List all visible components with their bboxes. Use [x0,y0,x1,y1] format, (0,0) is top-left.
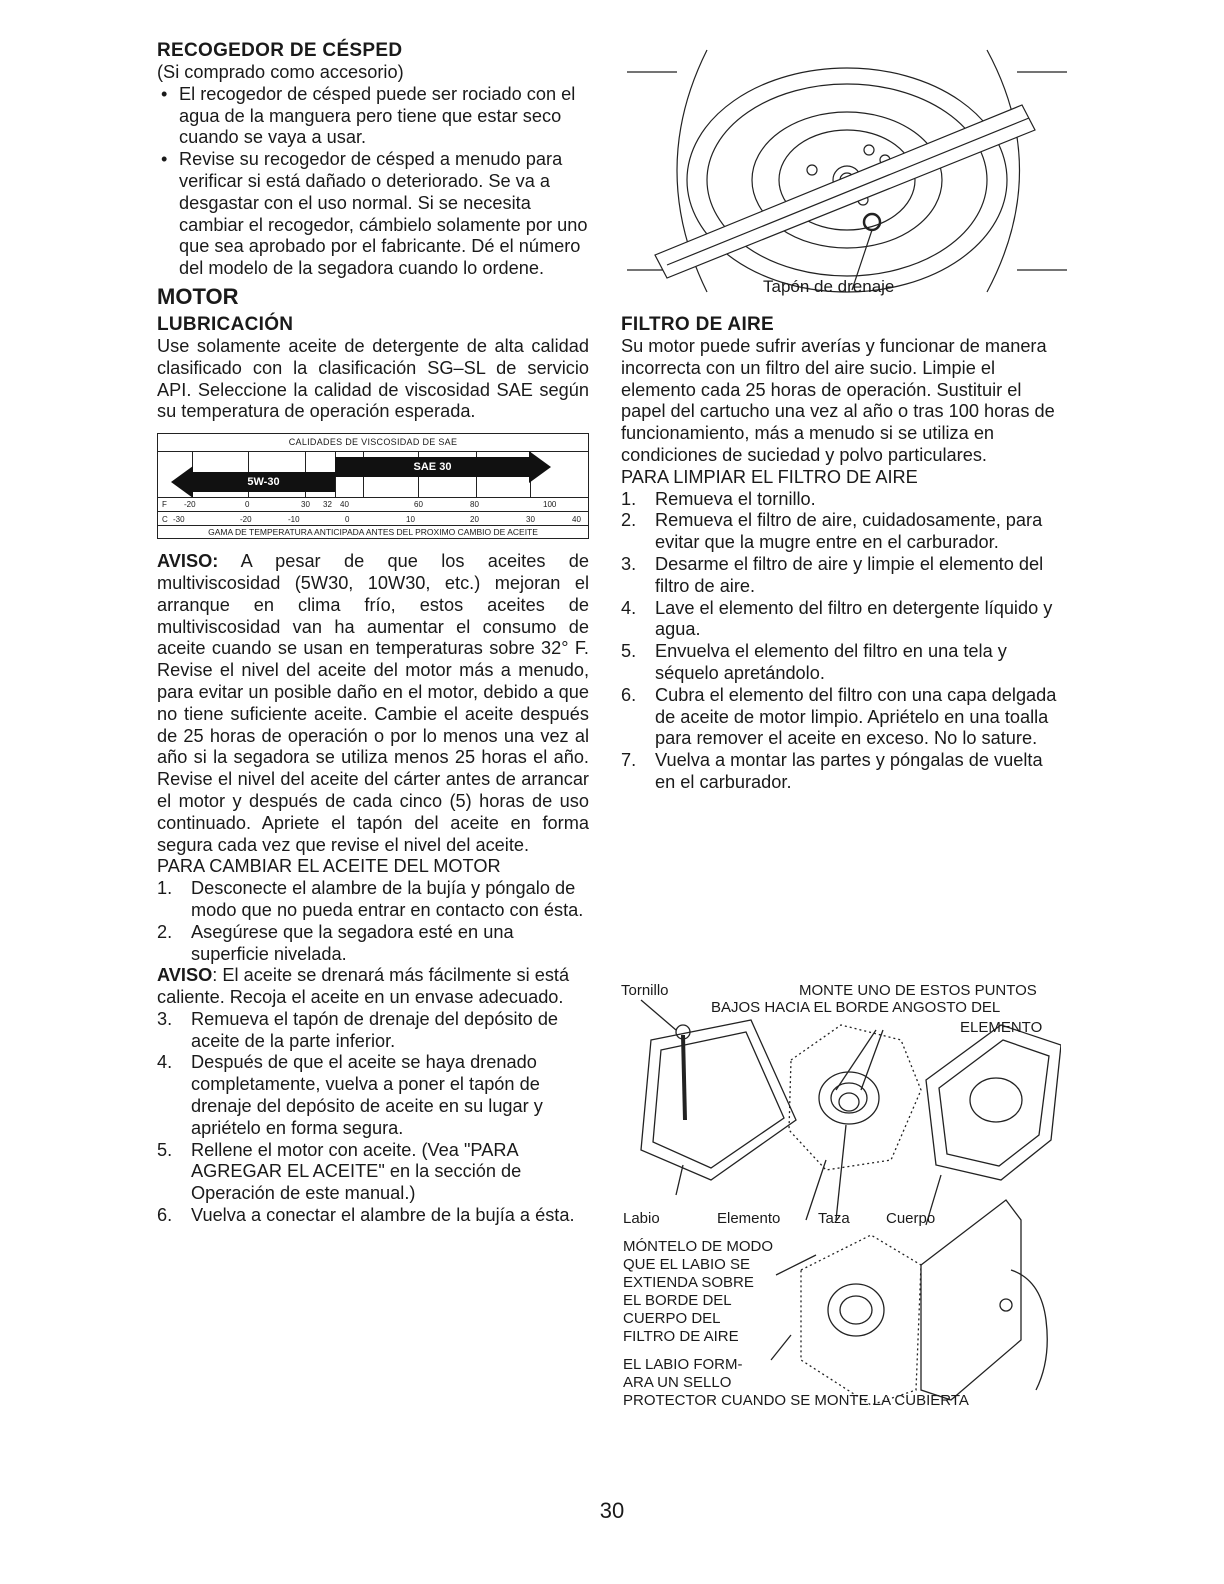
tick-label: 40 [340,500,349,510]
tick-label: 10 [406,515,415,525]
protector-note: PROTECTOR CUANDO SE MONTE LA CUBIERTA [623,1392,969,1409]
element-label: Elemento [717,1210,781,1227]
seal-note-line: ARA UN SELLO [623,1374,732,1391]
tick-label: -20 [184,500,196,510]
blade-drawing [627,40,1067,300]
mount-lip-note-line: QUE EL LABIO SE [623,1256,750,1273]
tick-label: 30 [301,500,310,510]
mount-lip-note-line: EL BORDE DEL [623,1292,732,1309]
mount-lip-note-line: FILTRO DE AIRE [623,1328,739,1345]
motor-title: MOTOR [157,283,239,309]
celsius-row [158,511,588,525]
tick-label: 20 [470,515,479,525]
clean-filter-title: PARA LIMPIAR EL FILTRO DE AIRE [621,466,918,487]
list-item: • Revise su recogedor de césped a menudo para verificar si está dañado o deteriorado. Se va a desgastar con el uso normal. Si se necesita cambiar el recogedor, cámbielo solamente por uno que sea aprobado por el fabricante. Dé el número del modelo de la segadora cuando lo ordene. [157,149,589,280]
lubrication-text: Use solamente aceite de detergente de alta calidad clasificado con la clasificación SG–SL de servicio API. Seleccione la calidad de viscosidad SAE según su temperatura de operación esperada. [157,335,589,422]
grass-catcher-subtitle: (Si comprado como accesorio) [157,62,404,82]
drain-plug-label: Tapón de drenaje [763,277,895,296]
5w30-bar: 5W-30 [192,472,335,492]
aviso-2-text: : El aceite se drenará más fácilmente si está caliente. Recoja el aceite en un envase adecuado. [157,965,570,1008]
mount-lip-note-line: CUERPO DEL [623,1310,721,1327]
mount-lip-note-line: MÓNTELO DE MODO [623,1238,774,1255]
clean-filter-steps [621,489,1061,794]
right-column [621,40,1061,794]
grass-catcher-bullets [157,84,589,280]
change-oil-steps-a [157,878,589,965]
sae30-bar: SAE 30 [335,457,530,477]
screw-label: Tornillo [621,982,669,999]
change-oil-title: PARA CAMBIAR EL ACEITE DEL MOTOR [157,856,501,877]
5w30-arrowhead [171,466,193,498]
viscosity-chart-footer: GAMA DE TEMPERATURA ANTICIPADA ANTES DEL PROXIMO CAMBIO DE ACEITE [158,525,588,538]
air-filter-figure [621,980,1061,1425]
tick-label: -20 [240,515,252,525]
list-item: 5. Envuelva el elemento del filtro en una tela y séquelo apretándolo. [621,641,1007,683]
air-filter-text: Su motor puede sufrir averías y funcionar de manera incorrecta con un filtro del aire sucio. Limpie el elemento cada 25 horas de operación. Sustituir el papel del cartucho una vez al año o tras 100 horas de funcionamiento, más a menudo si se utiliza en condiciones de suciedad y polvo particulares. [621,336,1055,465]
list-item: 6. Cubra el elemento del filtro con una capa delgada de aceite de motor limpio. Apriételo en una toalla para remover el aceite en exceso. No lo sature. [621,684,1057,749]
grass-catcher-title: RECOGEDOR DE CÉSPED [157,40,403,61]
tick-label: 0 [345,515,350,525]
list-item: 5. Rellene el motor con aceite. (Vea "PARA AGREGAR EL ACEITE" en la sección de Operación de este manual.) [157,1139,522,1204]
mount-note-line-2: BAJOS HACIA EL BORDE ANGOSTO DEL [711,999,1001,1016]
list-item: 1. Remueva el tornillo. [621,488,816,509]
fahrenheit-label: F [162,500,167,510]
body-label: Cuerpo [886,1210,936,1227]
fahrenheit-row [158,497,588,512]
list-item: 4. Después de que el aceite se haya drenado completamente, vuelva a poner el tapón de drenaje del depósito de aceite en su lugar y apriételo en forma segura. [157,1052,543,1138]
tick-label: 100 [543,500,557,510]
tick-label: -30 [173,515,185,525]
list-item: 2. Remueva el filtro de aire, cuidadosamente, para evitar que la mugre entre en el carburador. [621,510,1043,553]
left-column [157,40,589,1227]
tick-label: -10 [288,515,300,525]
aviso-1-text: A pesar de que los aceites de multiviscosidad (5W30, 10W30, etc.) mejoran el arranque en clima frío, estos aceites de multiviscosidad van ha aumentar el consumo de aceite cuando se usan en temperaturas sobre 32° F. Revise el nivel del aceite del motor más a menudo, para evitar un posible daño en el motor, debido a que no tiene suficiente aceite. Cambie el aceite después de 25 horas de operación o por lo menos una vez al año si la segadora se utiliza menos 25 horas el año. Revise el nivel del aceite del cárter antes de arrancar el motor y después de cada cinco (5) horas de uso continuado. Apriete el tapón del aceite en forma segura cada vez que revise el nivel del aceite. [157,551,589,855]
tick-label: 30 [526,515,535,525]
tick-label: 0 [245,500,250,510]
mount-lip-note-line: EXTIENDA SOBRE [623,1274,754,1291]
list-item: • El recogedor de césped puede ser rociado con el agua de la manguera pero tiene que estar seco cuando se vaya a usar. [157,84,589,149]
list-item: 7. Vuelva a montar las partes y póngalas de vuelta en el carburador. [621,750,1043,792]
lubrication-title: LUBRICACIÓN [157,313,294,335]
cup-label: Taza [818,1210,850,1227]
seal-note-line: EL LABIO FORM- [623,1356,743,1373]
lip-label: Labio [623,1210,660,1227]
aviso-2 [157,965,589,1009]
tick-label: 80 [470,500,479,510]
list-item: 6. Vuelva a conectar el alambre de la bujía a ésta. [157,1205,575,1226]
page-number: 30 [599,1498,625,1523]
mount-note-line-3: ELEMENTO [960,1019,1043,1036]
change-oil-steps-b [157,1009,589,1227]
list-item: 1. Desconecte el alambre de la bujía y póngalo de modo que no pueda entrar en contacto con ésta. [157,878,584,920]
blade-drain-illustration [627,40,1067,300]
air-filter-title: FILTRO DE AIRE [621,314,775,335]
viscosity-chart [157,433,589,539]
list-item: 4. Lave el elemento del filtro en detergente líquido y agua. [621,597,1053,640]
mount-note-line-1: MONTE UNO DE ESTOS PUNTOS [799,982,1037,999]
viscosity-chart-title: CALIDADES DE VISCOSIDAD DE SAE [288,437,458,448]
aviso-1-label: AVISO: [157,551,219,572]
tick-label: 60 [414,500,423,510]
tick-label: 40 [572,515,581,525]
list-item: 3. Remueva el tapón de drenaje del depósito de aceite de la parte inferior. [157,1008,559,1051]
list-item: 3. Desarme el filtro de aire y limpie el elemento del filtro de aire. [621,553,1044,596]
aviso-2-label: AVISO [157,965,213,986]
aviso-1 [157,551,589,856]
sae30-arrowhead [529,451,551,483]
celsius-label: C [162,515,168,525]
tick-label: 32 [323,500,332,510]
list-item: 2. Asegúrese que la segadora esté en una superficie nivelada. [157,921,514,964]
